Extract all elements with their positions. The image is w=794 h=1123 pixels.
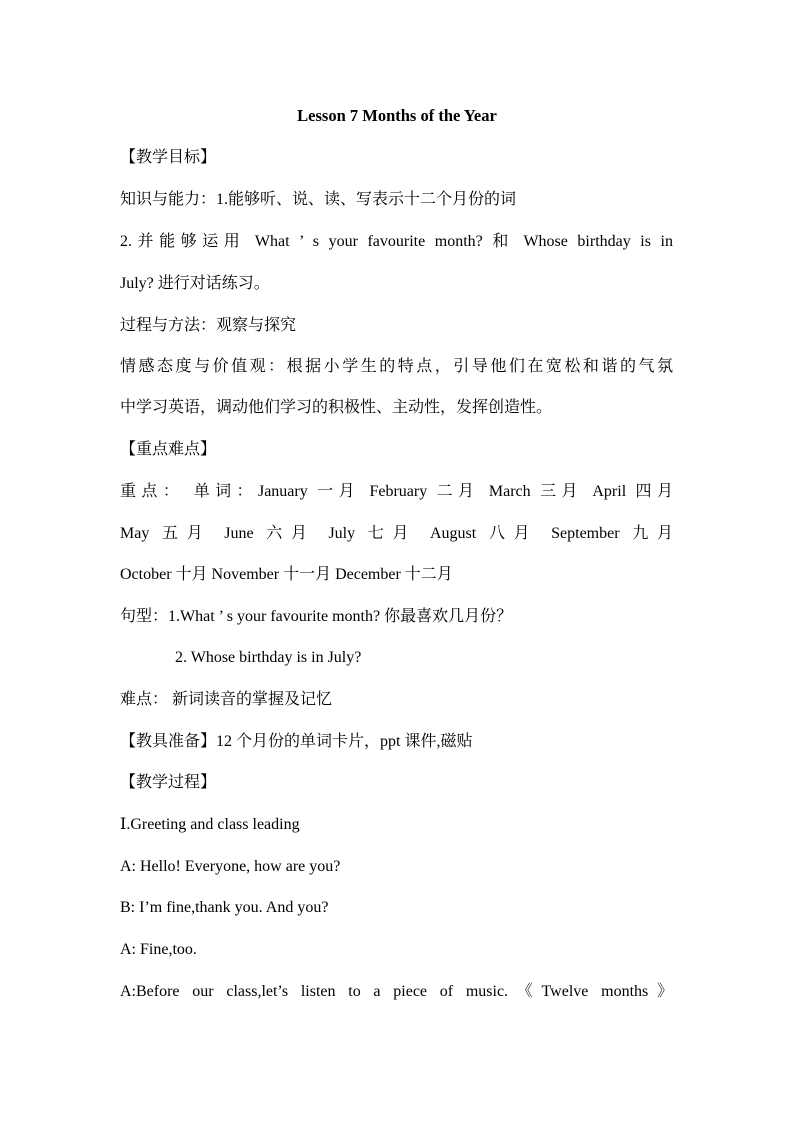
- objective-emotion-cont: 中学习英语，调动他们学习的积极性、主动性，发挥创造性。: [120, 399, 553, 416]
- section-heading-objectives: 【教学目标】: [120, 149, 217, 166]
- lesson-title: Lesson 7 Months of the Year: [297, 106, 497, 125]
- dialogue-line-1: A: Hello! Everyone, how are you?: [120, 858, 341, 875]
- objective-process: 过程与方法：观察与探究: [120, 317, 297, 334]
- key-points-words-3: October 十月 November 十一月 December 十二月: [120, 566, 453, 583]
- objective-emotion: 情感态度与价值观：根据小学生的特点，引导他们在宽松和谐的气氛: [120, 358, 673, 375]
- dialogue-line-4: A:Before our class,let’s listen to a piece of music.《Twelve months》: [120, 983, 673, 1000]
- dialogue-line-2: B: I’m fine,thank you. And you?: [120, 899, 329, 916]
- teaching-aids: 【教具准备】12 个月份的单词卡片，ppt 课件,磁贴: [120, 733, 473, 750]
- objective-knowledge: 知识与能力：1.能够听、说、读、写表示十二个月份的词: [120, 191, 517, 208]
- section-heading-key-points: 【重点难点】: [120, 441, 217, 458]
- sentence-pattern-2: 2. Whose birthday is in July?: [175, 649, 362, 666]
- dialogue-line-3: A: Fine,too.: [120, 941, 197, 958]
- key-points-words-1: 重点： 单词：January 一月 February 二月 March 三月 April 四月: [120, 483, 673, 500]
- objective-knowledge-2: 2.并能够运用 What ’ s your favourite month? 和 Whose birthday is in: [120, 233, 673, 250]
- objective-knowledge-2-cont: July? 进行对话练习。: [120, 275, 270, 292]
- sentence-pattern-1: 句型：1.What ’ s your favourite month? 你最喜欢几月份？: [120, 608, 513, 625]
- difficult-points: 难点： 新词读音的掌握及记忆: [120, 691, 333, 708]
- key-points-words-2: May 五月 June 六月 July 七月 August 八月 September 九月: [120, 525, 673, 542]
- section-heading-process: 【教学过程】: [120, 774, 217, 791]
- step-greeting: Ⅰ.Greeting and class leading: [120, 816, 300, 833]
